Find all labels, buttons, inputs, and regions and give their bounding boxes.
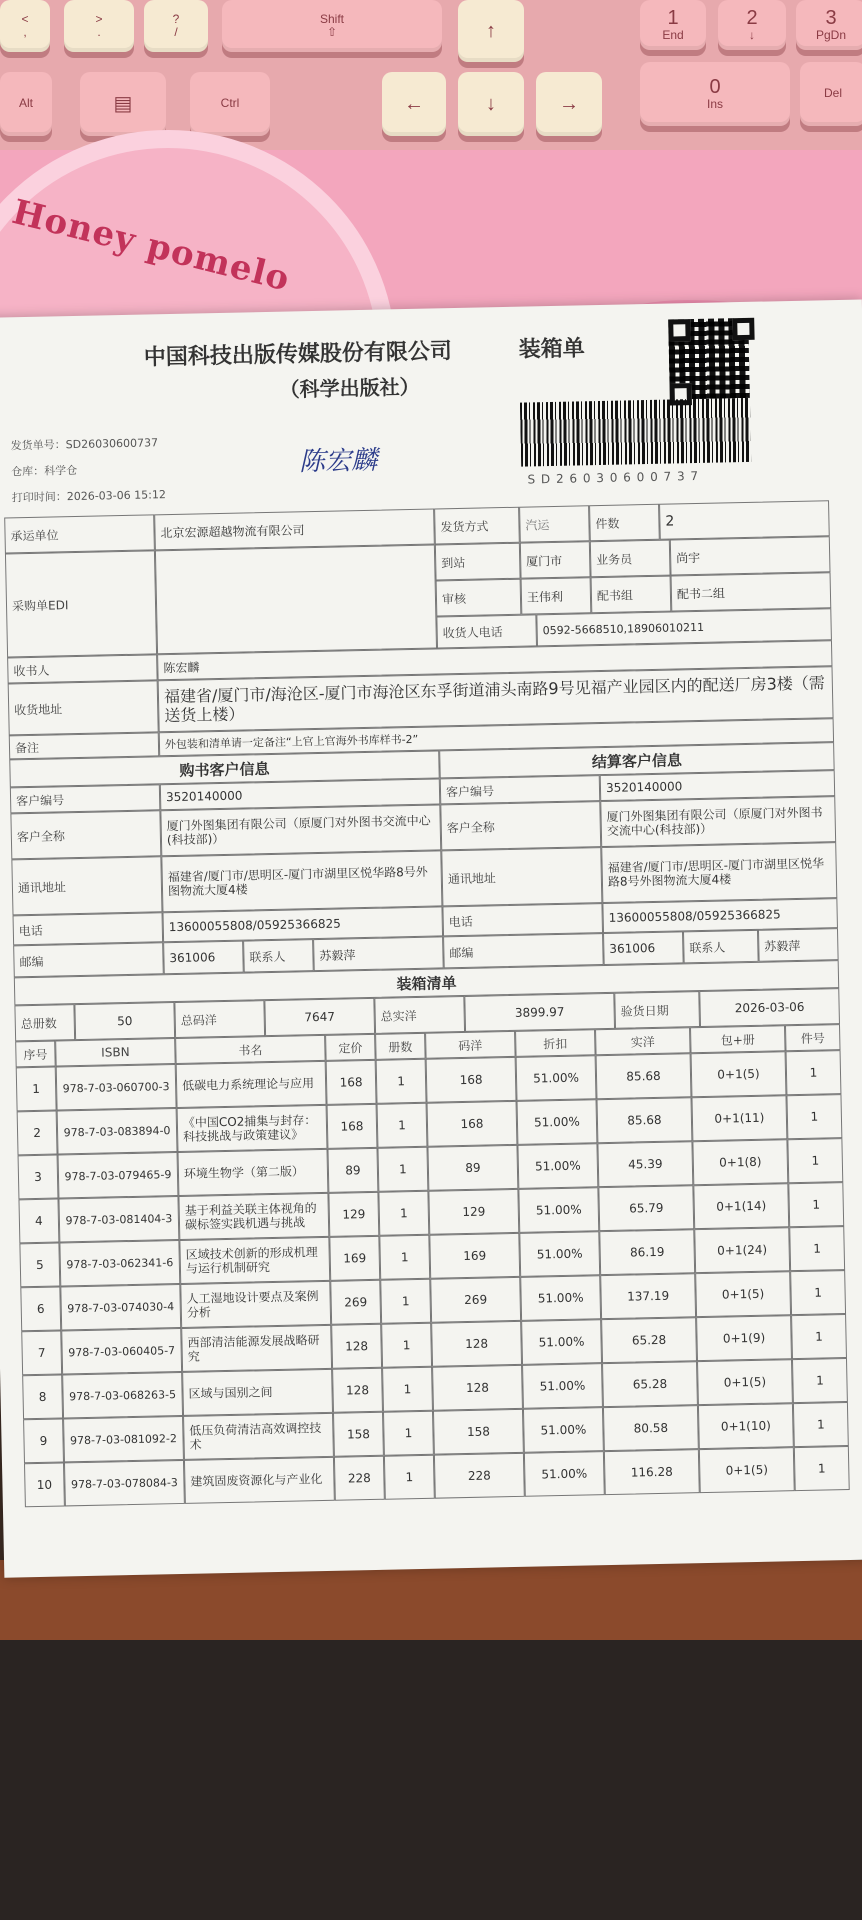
buyer-name-label: 客户全称 <box>10 810 161 859</box>
packing-title: 装箱清单 <box>14 960 839 1005</box>
doc-subtitle: （科学出版社） <box>279 374 420 402</box>
packing-header-qty: 册数 <box>375 1033 426 1060</box>
total-price: 7647 <box>264 998 375 1036</box>
buyer-addr: 福建省/厦门市/思明区-厦门市湖里区悦华路8号外图物流大厦4楼 <box>161 850 442 912</box>
packing-cell-net: 86.19 <box>599 1229 695 1275</box>
packing-cell-pack: 0+1(5) <box>695 1271 791 1317</box>
ship-method: 汽运 <box>519 505 590 542</box>
packing-cell-pack: 0+1(14) <box>693 1183 789 1229</box>
packing-header-isbn: ISBN <box>55 1038 176 1067</box>
packing-cell-piece: 1 <box>786 1094 842 1139</box>
floor <box>0 1640 862 1920</box>
carrier: 北京宏源超越物流有限公司 <box>154 508 435 550</box>
packing-cell-title: 区域技术创新的形成机理与运行机制研究 <box>179 1237 330 1284</box>
packing-header-list: 码洋 <box>425 1031 516 1059</box>
consignee-phone: 0592-5668510,18906010211 <box>536 608 832 646</box>
packing-cell-price: 128 <box>331 1324 382 1369</box>
packing-cell-isbn: 978-7-03-081092-2 <box>63 1416 184 1463</box>
payer-phone: 13600055808/05925366825 <box>602 898 838 933</box>
packing-cell-title: 《中国CO2捕集与封存：科技挑战与政策建议》 <box>177 1105 328 1152</box>
packing-cell-disc: 51.00% <box>524 1451 605 1497</box>
packing-cell-price: 129 <box>328 1192 379 1237</box>
po-edi-label: 采购单EDI <box>5 550 157 657</box>
packing-cell-title: 低碳电力系统理论与应用 <box>176 1061 327 1108</box>
check-date: 2026-03-06 <box>699 988 840 1027</box>
payer-zip: 361006 <box>603 931 684 965</box>
packing-cell-disc: 51.00% <box>519 1231 600 1277</box>
pieces-label: 件数 <box>589 504 660 541</box>
packing-cell-disc: 51.00% <box>517 1099 598 1145</box>
packing-cell-pack: 0+1(11) <box>691 1095 787 1141</box>
packing-cell-title: 人工湿地设计要点及案例分析 <box>180 1281 331 1328</box>
packing-cell-piece: 1 <box>786 1050 842 1095</box>
key-down: ↓ <box>458 72 524 136</box>
address: 福建省/厦门市/海沧区-厦门市海沧区东孚街道浦头南路9号见福产业园区内的配送厂房3楼（需送货上楼） <box>158 666 834 732</box>
packing-cell-net: 80.58 <box>603 1405 699 1451</box>
packing-cell-pack: 0+1(5) <box>697 1359 793 1405</box>
packing-cell-title: 建筑固废资源化与产业化 <box>184 1457 335 1504</box>
qr-code <box>668 318 756 406</box>
packing-cell-list: 128 <box>432 1365 523 1411</box>
packing-cell-piece: 1 <box>793 1402 849 1447</box>
packing-cell-no: 2 <box>17 1111 58 1156</box>
packing-cell-net: 137.19 <box>600 1273 696 1319</box>
salesperson-label: 业务员 <box>590 540 671 578</box>
buyer-phone-label: 电话 <box>13 912 164 945</box>
packing-cell-qty: 1 <box>376 1059 427 1104</box>
total-actual: 3899.97 <box>464 993 615 1032</box>
doc-type: 装箱单 <box>518 336 586 363</box>
group-label: 配书组 <box>591 576 672 614</box>
packing-cell-list: 168 <box>427 1101 518 1147</box>
packing-cell-title: 环境生物学（第二版） <box>178 1149 329 1196</box>
shipment-number: 发货单号：SD2603060073​7 <box>10 436 159 453</box>
total-actual-label: 总实洋 <box>374 996 465 1034</box>
payer-code-label: 客户编号 <box>440 775 601 804</box>
payer-addr: 福建省/厦门市/思明区-厦门市湖里区悦华路8号外图物流大厦4楼 <box>601 842 837 903</box>
buyer-code-label: 客户编号 <box>10 784 161 813</box>
salesperson: 尚宇 <box>670 536 831 575</box>
packing-header-piece: 件号 <box>785 1024 841 1051</box>
payer-name: 厦门外图集团有限公司（原厦门对外图书交流中心(科技部)） <box>600 796 836 847</box>
packing-cell-qty: 1 <box>383 1411 434 1456</box>
packing-cell-piece: 1 <box>794 1446 850 1491</box>
payer-name-label: 客户全称 <box>440 801 601 850</box>
key-del: Del <box>800 62 862 126</box>
buyer-zip: 361006 <box>163 941 244 975</box>
packing-cell-no: 10 <box>24 1462 65 1507</box>
packing-cell-price: 269 <box>330 1280 381 1325</box>
payer-phone-label: 电话 <box>442 903 603 936</box>
packing-header-no: 序号 <box>15 1041 56 1068</box>
packing-cell-qty: 1 <box>384 1455 435 1500</box>
packing-cell-title: 区域与国别之间 <box>182 1369 333 1416</box>
packing-cell-disc: 51.00% <box>522 1363 603 1409</box>
packing-cell-no: 6 <box>20 1286 61 1331</box>
packing-cell-list: 169 <box>429 1233 520 1279</box>
packing-cell-piece: 1 <box>790 1270 846 1315</box>
packing-cell-qty: 1 <box>379 1235 430 1280</box>
packing-cell-disc: 51.00% <box>518 1187 599 1233</box>
packing-slip <box>0 299 862 1577</box>
print-time: 打印时间：2026-03-06 15:12 <box>11 488 167 505</box>
barcode <box>520 398 751 467</box>
pad-brand-text: Honey pomelo <box>8 192 294 300</box>
packing-cell-piece: 1 <box>791 1314 847 1359</box>
packing-cell-isbn: 978-7-03-060405-7 <box>61 1328 182 1375</box>
total-books: 50 <box>74 1002 175 1040</box>
packing-cell-list: 89 <box>427 1145 518 1191</box>
packing-cell-disc: 51.00% <box>516 1055 597 1101</box>
packing-cell-no: 7 <box>21 1330 62 1375</box>
key-slash: ? / <box>144 0 208 52</box>
packing-cell-isbn: 978-7-03-083894-0 <box>57 1108 178 1155</box>
packing-cell-pack: 0+1(10) <box>698 1403 794 1449</box>
company-name: 中国科技出版传媒股份有限公司 <box>143 339 453 371</box>
packing-cell-title: 西部清洁能源发展战略研究 <box>181 1325 332 1372</box>
total-price-label: 总码洋 <box>174 1000 265 1038</box>
packing-cell-price: 158 <box>333 1412 384 1457</box>
payer-zip-label: 邮编 <box>443 933 604 968</box>
reviewer: 王伟利 <box>521 577 592 614</box>
packing-cell-no: 8 <box>22 1374 63 1419</box>
review-label: 审核 <box>436 579 522 617</box>
packing-cell-piece: 1 <box>787 1138 843 1183</box>
pieces: 2 <box>659 500 830 540</box>
packing-cell-price: 89 <box>327 1148 378 1193</box>
station: 厦门市 <box>520 541 591 578</box>
packing-cell-disc: 51.00% <box>521 1319 602 1365</box>
payer-code: 3520140000 <box>600 770 835 801</box>
po-edi-value <box>155 544 437 654</box>
packing-cell-no: 9 <box>23 1418 64 1463</box>
key-end: 1 End <box>640 0 706 50</box>
key-right: → <box>536 72 602 136</box>
packing-cell-qty: 1 <box>378 1191 429 1236</box>
packing-cell-no: 5 <box>19 1242 60 1287</box>
packing-cell-list: 128 <box>431 1321 522 1367</box>
packing-cell-net: 65.28 <box>601 1317 697 1363</box>
packing-header-disc: 折扣 <box>515 1029 596 1057</box>
consignee-phone-label: 收货人电话 <box>436 614 537 648</box>
packing-cell-title: 低压负荷清洁高效调控技术 <box>183 1413 334 1460</box>
packing-cell-isbn: 978-7-03-068263-5 <box>62 1372 183 1419</box>
packing-cell-disc: 51.00% <box>523 1407 604 1453</box>
total-books-label: 总册数 <box>14 1004 75 1041</box>
packing-cell-qty: 1 <box>381 1323 432 1368</box>
packing-cell-isbn: 978-7-03-078084-3 <box>64 1460 185 1507</box>
remark: 外包装和清单请一定备注“上官上官海外书库样书-2” <box>159 718 834 756</box>
packing-header-net: 实洋 <box>595 1027 691 1055</box>
key-comma: < , <box>0 0 50 52</box>
packing-cell-pack: 0+1(5) <box>699 1447 795 1493</box>
key-pgdn: 3 PgDn <box>796 0 862 50</box>
packing-cell-net: 116.28 <box>604 1449 700 1495</box>
key-shift: Shift ⇧ <box>222 0 442 52</box>
packing-cell-piece: 1 <box>788 1182 844 1227</box>
packing-cell-list: 129 <box>428 1189 519 1235</box>
buyer-name: 厦门外图集团有限公司（原厦门对外图书交流中心(科技部)） <box>160 804 441 856</box>
buyer-phone: 13600055808/05925366825 <box>162 906 443 942</box>
buyer-addr-label: 通讯地址 <box>11 856 162 915</box>
packing-cell-net: 85.68 <box>596 1097 692 1143</box>
key-menu: ▤ <box>80 72 166 136</box>
station-label: 到站 <box>435 543 521 581</box>
buyer-code: 3520140000 <box>160 778 440 810</box>
handwritten-signature: 陈宏麟 <box>298 445 378 478</box>
buyer-zip-label: 邮编 <box>13 942 164 977</box>
carrier-label: 承运单位 <box>4 514 155 553</box>
packing-cell-isbn: 978-7-03-062341-6 <box>59 1240 180 1287</box>
packing-header-title: 书名 <box>175 1035 326 1064</box>
check-date-label: 验货日期 <box>614 991 700 1029</box>
key-2-down: 2 ↓ <box>718 0 786 50</box>
payer-title: 结算客户信息 <box>439 742 834 778</box>
packing-cell-net: 65.28 <box>602 1361 698 1407</box>
buyer-contact-label: 联系人 <box>243 939 314 972</box>
packing-cell-piece: 1 <box>792 1358 848 1403</box>
packing-cell-price: 168 <box>326 1060 377 1105</box>
packing-cell-piece: 1 <box>789 1226 845 1271</box>
packing-cell-list: 168 <box>426 1057 517 1103</box>
payer-addr-label: 通讯地址 <box>441 847 602 906</box>
packing-cell-list: 158 <box>433 1409 524 1455</box>
packing-cell-list: 228 <box>434 1453 525 1499</box>
packing-cell-qty: 1 <box>382 1367 433 1412</box>
packing-cell-qty: 1 <box>380 1279 431 1324</box>
packing-cell-price: 228 <box>334 1456 385 1501</box>
payer-contact-label: 联系人 <box>683 930 759 964</box>
consignee-label: 收书人 <box>7 654 158 683</box>
key-period: > . <box>64 0 134 52</box>
ship-method-label: 发货方式 <box>434 507 520 545</box>
packing-cell-pack: 0+1(24) <box>694 1227 790 1273</box>
key-left: ← <box>382 72 446 136</box>
key-ctrl: Ctrl <box>190 72 270 136</box>
packing-cell-pack: 0+1(8) <box>692 1139 788 1185</box>
barcode-text: S D 2 6 0 3 0 6 0 0 7 3 7 <box>527 468 700 487</box>
packing-cell-no: 4 <box>18 1199 59 1244</box>
packing-cell-net: 45.39 <box>597 1141 693 1187</box>
packing-cell-isbn: 978-7-03-060700-3 <box>56 1064 177 1111</box>
remark-label: 备注 <box>9 732 159 759</box>
packing-cell-net: 85.68 <box>596 1053 692 1099</box>
packing-cell-disc: 51.00% <box>520 1275 601 1321</box>
packing-cell-price: 128 <box>332 1368 383 1413</box>
packing-cell-pack: 0+1(5) <box>691 1051 787 1097</box>
consignee: 陈宏麟 <box>157 640 832 680</box>
packing-cell-isbn: 978-7-03-079465-9 <box>58 1152 179 1199</box>
packing-cell-title: 基于利益关联主体视角的碳标签实践机遇与挑战 <box>178 1193 329 1240</box>
address-label: 收货地址 <box>8 680 159 735</box>
packing-cell-pack: 0+1(9) <box>696 1315 792 1361</box>
packing-cell-price: 168 <box>327 1104 378 1149</box>
packing-cell-price: 169 <box>329 1236 380 1281</box>
packing-cell-isbn: 978-7-03-074030-4 <box>60 1284 181 1331</box>
key-up: ↑ <box>458 0 524 62</box>
packing-cell-qty: 1 <box>377 1103 428 1148</box>
key-ins: 0 Ins <box>640 62 790 126</box>
buyer-title: 购书客户信息 <box>9 750 439 787</box>
packing-cell-isbn: 978-7-03-081404-3 <box>58 1196 179 1243</box>
packing-cell-no: 3 <box>18 1155 59 1200</box>
group: 配书二组 <box>671 572 832 611</box>
payer-contact: 苏毅萍 <box>758 928 839 962</box>
packing-cell-no: 1 <box>16 1067 57 1112</box>
packing-cell-qty: 1 <box>377 1147 428 1192</box>
packing-cell-net: 65.79 <box>598 1185 694 1231</box>
packing-header-pack: 包+册 <box>690 1025 786 1053</box>
warehouse: 仓库：科学仓 <box>11 463 78 479</box>
key-alt: Alt <box>0 72 52 136</box>
packing-cell-disc: 51.00% <box>517 1143 598 1189</box>
packing-cell-list: 269 <box>430 1277 521 1323</box>
packing-header-price: 定价 <box>325 1034 376 1061</box>
buyer-contact: 苏毅萍 <box>313 936 444 971</box>
